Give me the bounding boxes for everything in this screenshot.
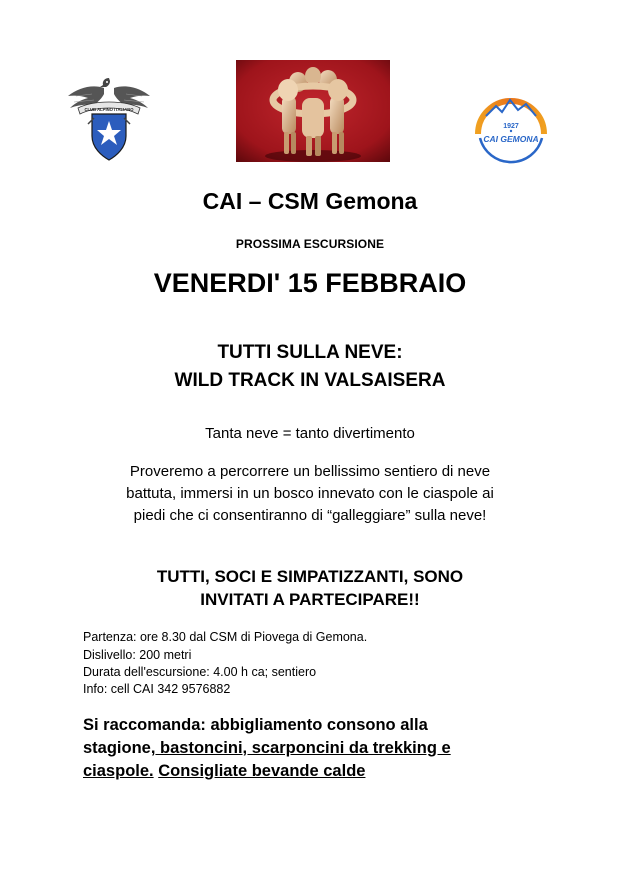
invite-line-1: TUTTI, SOCI E SIMPATIZZANTI, SONO [156,567,464,586]
recommendation-snowshoes: ciaspole. [83,762,154,780]
logo-ribbon-text: CLUB ALPINO ITALIANO [84,107,134,112]
next-excursion-label: PROSSIMA ESCURSIONE [235,237,385,251]
tagline: Tanta neve = tanto divertimento [205,425,415,442]
recommendation-line-2 [83,739,451,758]
recommendation-line-3 [83,762,365,781]
description-line-2: battuta, immersi in un bosco innevato con le ciaspole ai [126,485,494,502]
contact-info: Info: cell CAI 342 9576882 [83,682,231,696]
cai-gemona-logo [470,82,552,164]
description-line-3: piedi che ci consentiranno di “galleggiare” sulla neve! [133,507,487,524]
cai-eagle-logo [64,74,154,164]
org-title: CAI – CSM Gemona [202,188,418,214]
recommendation-season: stagione, [83,739,156,757]
wooden-mannequins-photo [236,60,390,162]
description-line-1: Proveremo a percorrere un bellissimo sentiero di neve [129,463,491,480]
headline-line-1: TUTTI SULLA NEVE: [217,342,403,363]
excursion-date: VENERDI' 15 FEBBRAIO [153,268,467,298]
recommendation-hot-drinks: Consigliate bevande calde [158,762,366,780]
duration-info: Durata dell'escursione: 4.00 h ca; sentiero [83,665,317,679]
logo-name-text: CAI GEMONA [483,134,539,144]
recommendation-gear: bastoncini, scarponcini da trekking e [155,739,451,757]
headline-line-2: WILD TRACK IN VALSAISERA [174,370,446,391]
logo-year-text: 1927 [503,123,519,130]
recommendation-line-1: Si raccomanda: abbigliamento consono alla [83,716,428,734]
invite-line-2: INVITATI A PARTECIPARE!! [200,590,420,609]
departure-info: Partenza: ore 8.30 dal CSM di Piovega di Gemona. [83,630,368,644]
elevation-info: Dislivello: 200 metri [83,648,192,662]
